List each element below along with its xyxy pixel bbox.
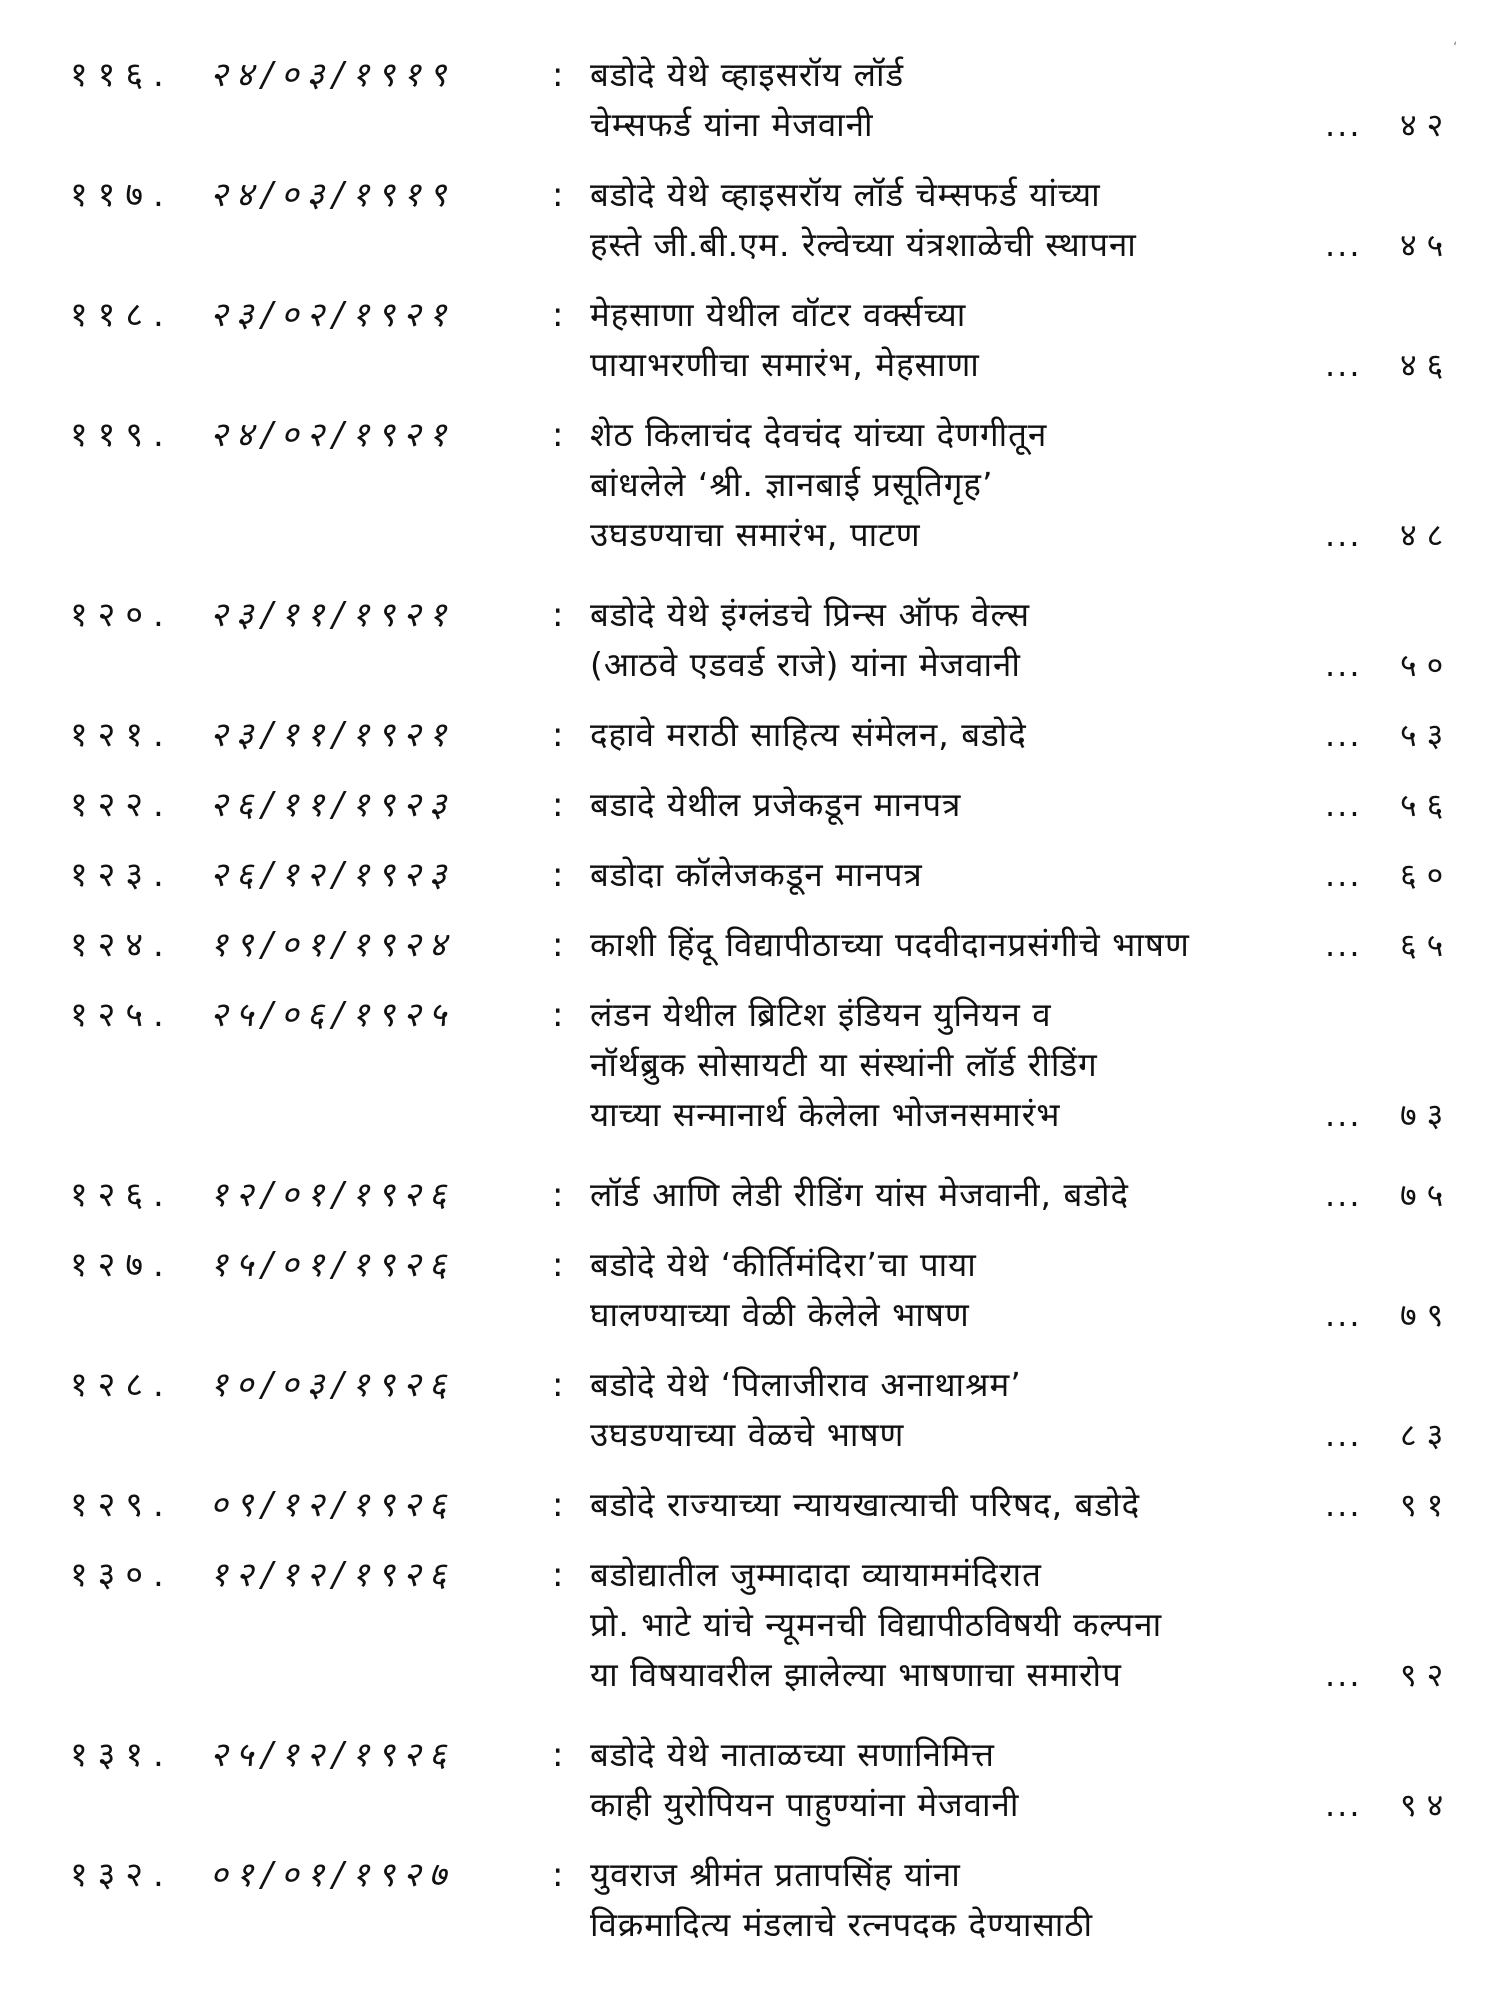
toc-entry — [70, 1850, 1470, 1950]
entry-date: २६/११/१९२३ — [210, 785, 455, 825]
entry-date: ०९/१२/१९२६ — [210, 1485, 455, 1525]
entry-title — [590, 590, 1380, 690]
entry-title — [590, 990, 1380, 1140]
leader-dots: ... — [1325, 716, 1362, 754]
entry-page-number: ९२ — [1400, 1656, 1454, 1694]
entry-page-number: ६५ — [1400, 926, 1454, 964]
entry-title-line: युवराज श्रीमंत प्रतापसिंह यांना — [590, 1855, 961, 1894]
entry-number: १३०. — [70, 1555, 174, 1595]
entry-page-number: ९१ — [1400, 1486, 1454, 1524]
leader-dots: ... — [1325, 926, 1362, 964]
entry-title — [590, 50, 1380, 150]
entry-title-line: बडोदे येथे इंग्लंडचे प्रिन्स ऑफ वेल्स — [590, 595, 1031, 634]
entry-title-line: याच्या सन्मानार्थ केलेला भोजनसमारंभ — [590, 1095, 1061, 1134]
entry-date: २३/०२/१९२१ — [210, 295, 455, 335]
entry-title-line: बडोदे येथे ‘कीर्तिमंदिरा’चा पाया — [590, 1245, 977, 1284]
entry-date: २४/०३/१९१९ — [210, 175, 455, 215]
leader-dots: ... — [1325, 1486, 1362, 1524]
toc-entry — [70, 850, 1470, 900]
entry-number: १२७. — [70, 1245, 174, 1285]
entry-title-line: प्रो. भाटे यांचे न्यूमनची विद्यापीठविषयी कल्पना — [590, 1605, 1163, 1644]
entry-title — [590, 170, 1380, 270]
entry-number: १२८. — [70, 1365, 174, 1405]
entry-title-line: विक्रमादित्य मंडलाचे रत्नपदक देण्यासाठी — [590, 1905, 1094, 1944]
entry-title-line: बडोदे येथे नाताळच्या सणानिमित्त — [590, 1735, 995, 1774]
leader-dots: ... — [1325, 346, 1362, 384]
entry-date: १२/०१/१९२६ — [210, 1175, 455, 1215]
toc-entry — [70, 780, 1470, 830]
entry-title — [590, 710, 1380, 760]
entry-title-line: बडोदे येथे ‘पिलाजीराव अनाथाश्रम’ — [590, 1365, 1022, 1404]
entry-page-number: ५६ — [1400, 786, 1454, 824]
entry-separator: : — [552, 1855, 564, 1895]
entry-title-line: मेहसाणा येथील वॉटर वर्क्सच्या — [590, 295, 967, 334]
entry-title-line: नॉर्थब्रुक सोसायटी या संस्थांनी लॉर्ड रीडिंग — [590, 1045, 1098, 1084]
entry-number: ११९. — [70, 415, 174, 455]
entry-page-number: ६० — [1400, 856, 1454, 894]
toc-entry — [70, 50, 1470, 150]
entry-page-number: ५० — [1400, 646, 1454, 684]
entry-title — [590, 780, 1380, 830]
entry-number: १२२. — [70, 785, 174, 825]
entry-date: २३/११/१९२१ — [210, 715, 455, 755]
entry-title-line: हस्ते जी.बी.एम. रेल्वेच्या यंत्रशाळेची स्थापना — [590, 225, 1137, 264]
entry-separator: : — [552, 855, 564, 895]
entry-date: १५/०१/१९२६ — [210, 1245, 455, 1285]
entry-title-line: बडोद्यातील जुम्मादादा व्यायाममंदिरात — [590, 1555, 1042, 1594]
leader-dots: ... — [1325, 226, 1362, 264]
leader-dots: ... — [1325, 856, 1362, 894]
corner-mark: ‘ — [1453, 40, 1458, 56]
entry-separator: : — [552, 1485, 564, 1525]
toc-entry — [70, 1730, 1470, 1830]
entry-title-line: पायाभरणीचा समारंभ, मेहसाणा — [590, 345, 980, 384]
entry-date: १९/०१/१९२४ — [210, 925, 455, 965]
entry-title-line: बडोदे येथे व्हाइसरॉय लॉर्ड चेम्सफर्ड यांच्या — [590, 175, 1101, 214]
entry-title-line: (आठवे एडवर्ड राजे) यांना मेजवानी — [590, 645, 1021, 684]
entry-number: १२५. — [70, 995, 174, 1035]
leader-dots: ... — [1325, 1416, 1362, 1454]
entry-title-line: या विषयावरील झालेल्या भाषणाचा समारोप — [590, 1655, 1122, 1694]
toc-entry — [70, 1170, 1470, 1220]
entry-separator: : — [552, 1555, 564, 1595]
entry-title-line: शेठ किलाचंद देवचंद यांच्या देणगीतून — [590, 415, 1048, 454]
entry-number: ११७. — [70, 175, 174, 215]
leader-dots: ... — [1325, 786, 1362, 824]
entry-separator: : — [552, 55, 564, 95]
toc-entry — [70, 920, 1470, 970]
toc-entry — [70, 590, 1470, 690]
entry-number: ११८. — [70, 295, 174, 335]
entry-title-line: लॉर्ड आणि लेडी रीडिंग यांस मेजवानी, बडोदे — [590, 1175, 1130, 1214]
entry-separator: : — [552, 1365, 564, 1405]
leader-dots: ... — [1325, 1296, 1362, 1334]
entry-title-line: घालण्याच्या वेळी केलेले भाषण — [590, 1295, 970, 1334]
entry-page-number: ७५ — [1400, 1176, 1454, 1214]
entry-separator: : — [552, 1175, 564, 1215]
entry-title — [590, 850, 1380, 900]
entry-title-line: काशी हिंदू विद्यापीठाच्या पदवीदानप्रसंगीचे भाषण — [590, 925, 1190, 964]
entry-number: १३२. — [70, 1855, 174, 1895]
entry-number: ११६. — [70, 55, 174, 95]
entry-date: २३/११/१९२१ — [210, 595, 455, 635]
entry-separator: : — [552, 415, 564, 455]
entry-title — [590, 1550, 1380, 1700]
entry-page-number: ५३ — [1400, 716, 1454, 754]
entry-page-number: ४५ — [1400, 226, 1454, 264]
entry-date: १०/०३/१९२६ — [210, 1365, 455, 1405]
entry-title-line: चेम्सफर्ड यांना मेजवानी — [590, 105, 874, 144]
entry-date: १२/१२/१९२६ — [210, 1555, 455, 1595]
leader-dots: ... — [1325, 1786, 1362, 1824]
entry-date: २४/०३/१९१९ — [210, 55, 455, 95]
entry-number: १२३. — [70, 855, 174, 895]
entry-number: १२९. — [70, 1485, 174, 1525]
toc-entry — [70, 410, 1470, 560]
entry-title-line: बडोदा कॉलेजकडून मानपत्र — [590, 855, 923, 894]
entry-page-number: ४८ — [1400, 516, 1454, 554]
toc-entry — [70, 710, 1470, 760]
leader-dots: ... — [1325, 646, 1362, 684]
entry-title — [590, 290, 1380, 390]
entry-title — [590, 1240, 1380, 1340]
entry-title — [590, 1360, 1380, 1460]
entry-page-number: ८३ — [1400, 1416, 1454, 1454]
toc-entry — [70, 1550, 1470, 1700]
entry-number: १२०. — [70, 595, 174, 635]
entry-title-line: बडादे येथील प्रजेकडून मानपत्र — [590, 785, 962, 824]
entry-title-line: बडोदे राज्याच्या न्यायखात्याची परिषद, बडोदे — [590, 1485, 1141, 1524]
entry-separator: : — [552, 715, 564, 755]
entry-title — [590, 1730, 1380, 1830]
entry-title — [590, 1480, 1380, 1530]
entry-date: २५/०६/१९२५ — [210, 995, 455, 1035]
leader-dots: ... — [1325, 516, 1362, 554]
entry-title-line: काही युरोपियन पाहुण्यांना मेजवानी — [590, 1785, 1020, 1824]
entry-number: १२६. — [70, 1175, 174, 1215]
entry-date: २४/०२/१९२१ — [210, 415, 455, 455]
entry-title-line: दहावे मराठी साहित्य संमेलन, बडोदे — [590, 715, 1027, 754]
entry-title — [590, 1170, 1380, 1220]
entry-separator: : — [552, 925, 564, 965]
toc-entry — [70, 290, 1470, 390]
toc-entry — [70, 1480, 1470, 1530]
toc-entry — [70, 1360, 1470, 1460]
entry-page-number: ९४ — [1400, 1786, 1454, 1824]
entry-number: १२१. — [70, 715, 174, 755]
entry-title — [590, 920, 1380, 970]
leader-dots: ... — [1325, 1656, 1362, 1694]
toc-entry — [70, 170, 1470, 270]
entry-title-line: लंडन येथील ब्रिटिश इंडियन युनियन व — [590, 995, 1052, 1034]
entry-separator: : — [552, 1735, 564, 1775]
entry-page-number: ४६ — [1400, 346, 1454, 384]
toc-entry — [70, 990, 1470, 1140]
entry-title-line: उघडण्याचा समारंभ, पाटण — [590, 515, 921, 554]
entry-number: १३१. — [70, 1735, 174, 1775]
entry-title — [590, 410, 1380, 560]
entry-separator: : — [552, 595, 564, 635]
entry-title-line: बांधलेले ‘श्री. ज्ञानबाई प्रसूतिगृह’ — [590, 465, 994, 504]
entry-title-line: उघडण्याच्या वेळचे भाषण — [590, 1415, 905, 1454]
leader-dots: ... — [1325, 1096, 1362, 1134]
entry-separator: : — [552, 1245, 564, 1285]
entry-title — [590, 1850, 1380, 1950]
entry-date: २६/१२/१९२३ — [210, 855, 455, 895]
toc-entry — [70, 1240, 1470, 1340]
entry-page-number: ४२ — [1400, 106, 1454, 144]
leader-dots: ... — [1325, 1176, 1362, 1214]
entry-date: २५/१२/१९२६ — [210, 1735, 455, 1775]
entry-date: ०१/०१/१९२७ — [210, 1855, 455, 1895]
entry-page-number: ७९ — [1400, 1296, 1454, 1334]
entry-separator: : — [552, 995, 564, 1035]
entry-separator: : — [552, 295, 564, 335]
entry-title-line: बडोदे येथे व्हाइसरॉय लॉर्ड — [590, 55, 905, 94]
entry-page-number: ७३ — [1400, 1096, 1454, 1134]
entry-number: १२४. — [70, 925, 174, 965]
entry-separator: : — [552, 785, 564, 825]
entry-separator: : — [552, 175, 564, 215]
leader-dots: ... — [1325, 106, 1362, 144]
